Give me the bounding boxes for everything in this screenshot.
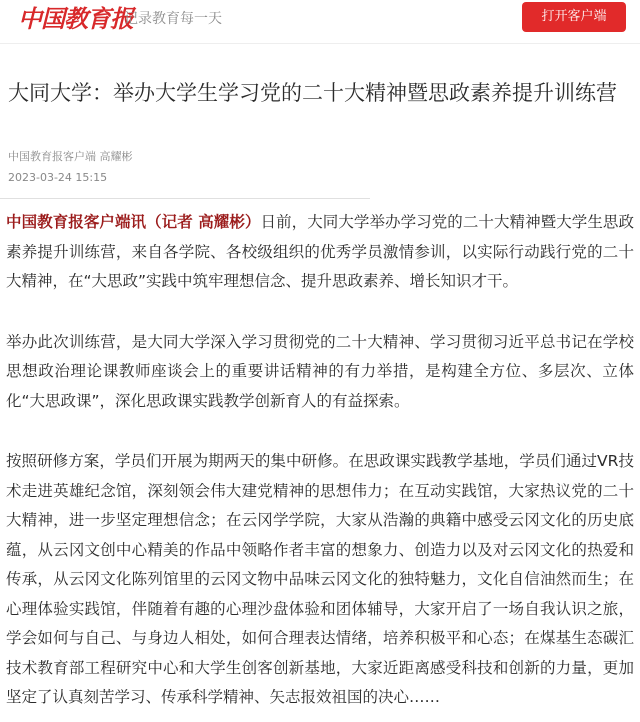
logo[interactable]: 中国教育报 bbox=[18, 4, 133, 33]
article-byline: 中国教育报客户端讯（记者 高耀彬） bbox=[6, 213, 261, 231]
article-paragraph bbox=[6, 208, 634, 297]
article-source: 中国教育报客户端 高耀彬 bbox=[8, 150, 133, 163]
article-datetime: 2023-03-24 15:15 bbox=[8, 171, 108, 184]
paragraph-text: 日前，大同大学举办学习党的二十大精神暨大学生思政素养提升训练营，来自各学院、各校级组织的优秀学员激情参训，以实际行动践行党的二十大精神，在“大思政”实践中筑牢理想信念、提升思政素养、增长知识才干。 bbox=[6, 213, 634, 290]
article-paragraph: 举办此次训练营，是大同大学深入学习贯彻党的二十大精神、学习贯彻习近平总书记在学校思想政治理论课教师座谈会上的重要讲话精神的有力举措，是构建全方位、多层次、立体化“大思政课”，深化思政课实践教学创新育人的有益探索。 bbox=[6, 332, 634, 410]
top-bar bbox=[0, 0, 640, 44]
slogan: 记录教育每一天 bbox=[124, 11, 222, 27]
article-body bbox=[6, 208, 634, 722]
article-paragraph: 按照研修方案，学员们开展为期两天的集中研修。在思政课实践教学基地，学员们通过VR技术走进英雄纪念馆，深刻领会伟大建党精神的思想伟力；在互动实践馆，大家热议党的二十大精神，进一步坚定理想信念；在云冈学学院，大家从浩瀚的典籍中感受云冈文化的历史底蕴，从云冈文创中心精美的作品中领略作者丰富的想象力、创造力以及对云冈文化的热爱和传承，从云冈文化陈列馆里的云冈文物中品味云冈文化的独特魅力，文化自信油然而生；在心理体验实践馆，伴随着有趣的心理沙盘体验和团体辅导，大家开启了一场自我认识之旅，学会如何与自己、与身边人相处，如何合理表达情绪，培养积极平和心态；在煤基生态碳汇技术教育部工程研究中心和大学生创客创新基地，大家近距离感受科技和创新的力量，更加坚定了认真刻苦学习、传承科学精神、矢志报效祖国的决心…… bbox=[6, 452, 634, 706]
article-title: 大同大学：举办大学生学习党的二十大精神暨思政素养提升训练营 bbox=[8, 81, 617, 105]
meta-divider bbox=[0, 198, 370, 199]
open-app-button[interactable]: 打开客户端 bbox=[522, 2, 626, 32]
